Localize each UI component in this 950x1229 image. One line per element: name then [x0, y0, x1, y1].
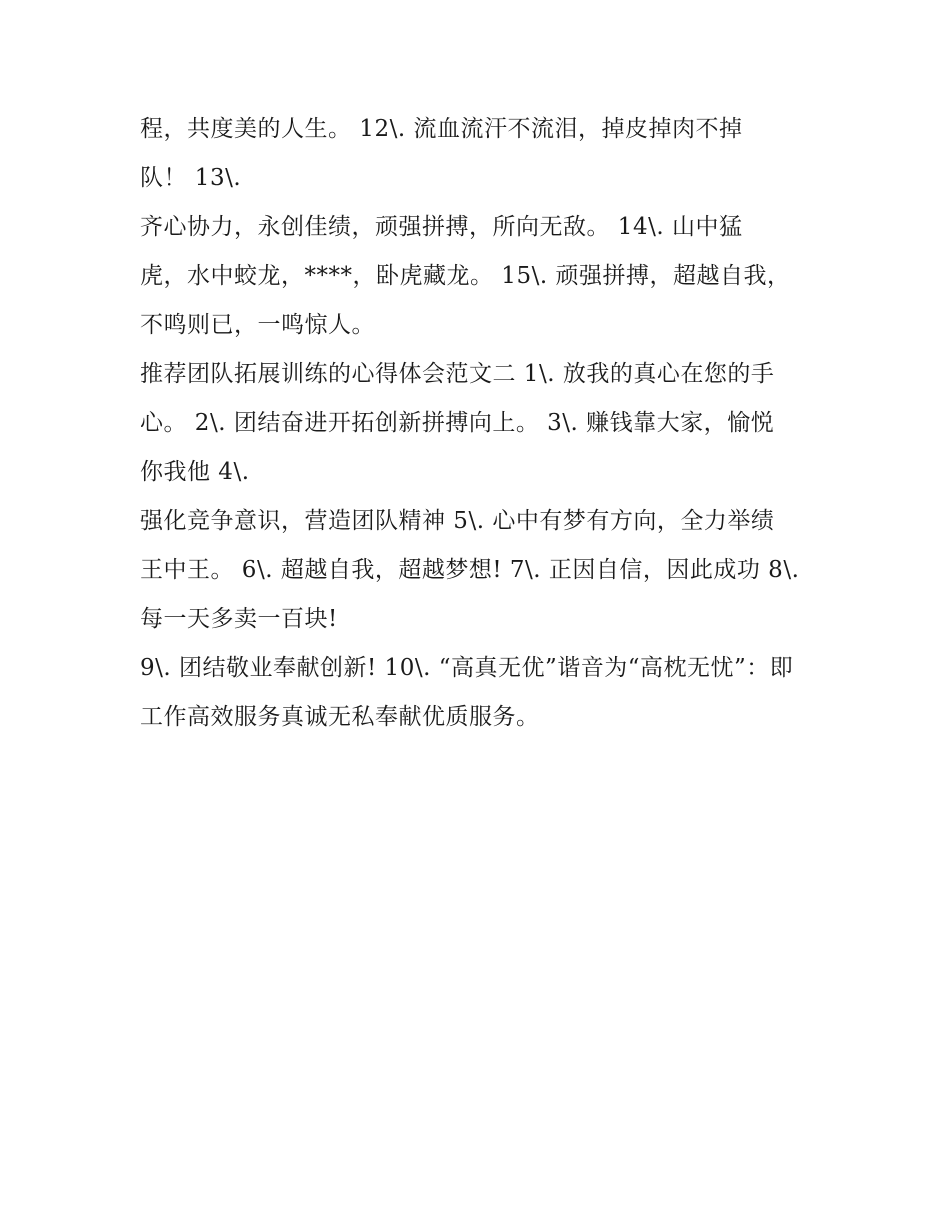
text-line: 强化竞争意识，营造团队精神 5\. 心中有梦有方向，全力举绩: [140, 508, 775, 534]
text-line: 心。 2\. 团结奋进开拓创新拼搏向上。 3\. 赚钱靠大家，愉悦: [140, 410, 775, 436]
text-line: 虎，水中蛟龙，****，卧虎藏龙。 15\. 顽强拼搏，超越自我，: [140, 263, 791, 289]
document-body: [140, 110, 820, 737]
text-line: 齐心协力，永创佳绩，顽强拼搏，所向无敌。 14\. 山中猛: [140, 214, 743, 240]
text-line: 9\. 团结敬业奉献创新! 10\. “高真无优”谐音为“高枕无忧”：即: [140, 655, 794, 681]
text-line: 工作高效服务真诚无私奉献优质服务。: [140, 704, 540, 730]
text-line: 每一天多卖一百块!: [140, 606, 338, 632]
text-line: 推荐团队拓展训练的心得体会范文二 1\. 放我的真心在您的手: [140, 361, 775, 387]
text-line: 不鸣则已，一鸣惊人。: [140, 312, 375, 338]
text-line: 王中王。 6\. 超越自我，超越梦想! 7\. 正因自信，因此成功 8\.: [140, 557, 800, 583]
text-line: 队！ 13\.: [140, 165, 242, 191]
text-line: 程，共度美的人生。 12\. 流血流汗不流泪，掉皮掉肉不掉: [140, 116, 743, 142]
text-line: 你我他 4\.: [140, 459, 250, 485]
